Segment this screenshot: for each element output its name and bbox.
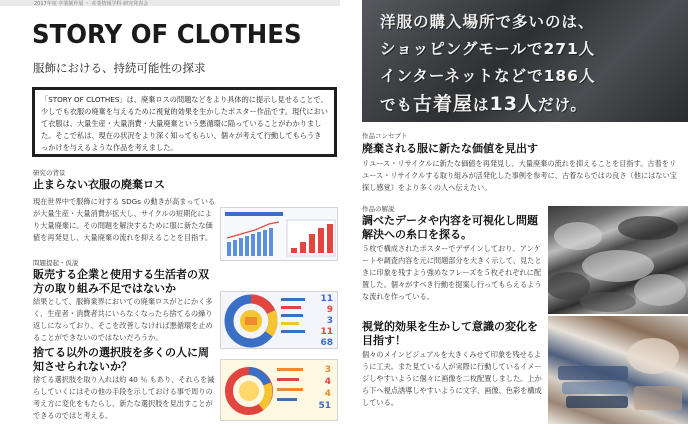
page-subtitle: 服飾における、持続可能性の探求: [33, 61, 206, 75]
pie-chart-thumbnail: [220, 291, 338, 349]
folded-clothes-graphic: [548, 316, 688, 424]
concept-heading: 廃棄される服に新たな価値を見出す: [362, 142, 538, 155]
background-label: 研究の背景: [33, 169, 66, 177]
donut-stats-column: [318, 364, 331, 412]
pie-stat-5: 68: [320, 338, 333, 348]
header-strip-text: 2017年度 卒業制作展 ・ 産業情報学科 研究発表会: [34, 1, 149, 6]
hero-line-4: [380, 89, 587, 116]
hero-line-4-b: 古着屋: [413, 93, 474, 115]
explanation-label: 作品の解説: [362, 205, 395, 213]
pie-stat-2: 9: [326, 305, 333, 315]
concept-text: リユース・リサイクルに新たな価値を再発見し、大量廃棄の流れを抑えることを目指す。古着をリユース・リサイクルする取り組みが活発化した事例を参考に、古着ならではの良さ（他にはない宝探し感覚）をより多くの人へ伝えたい。: [362, 159, 677, 192]
header-strip: [0, 0, 340, 6]
trend-chart-graphic: [221, 208, 338, 261]
donut-stat-1: 3: [324, 365, 331, 375]
other-choice-text: 捨てる選択肢を取り入れは約 40 ％ もあり、それらを減らしていくにはその他の手段を示しておける事で周りの考え方に変化をもたらし、新たな選択肢を見出すことができるのではと考える。: [33, 375, 215, 420]
donut-stat-2: 4: [324, 377, 331, 387]
hero-line-2: ショッピングモールで271人: [380, 40, 596, 58]
donut-chart-thumbnail: [220, 359, 338, 421]
background-text: 現在世界中で服飾に対する SDGs の動きが高まっているが大量生産・大量消費が拡大し、サイクルの短期化により大量廃棄に。その問題を解決するために服に新たな価値を再発見し、大量廃棄の流れを抑えることを目指す。: [33, 197, 216, 242]
hero-line-4-d: 13人: [489, 93, 538, 115]
donut-stat-4: 51: [318, 401, 331, 411]
folded-clothes-photo: [548, 316, 688, 424]
clothes-photo-stack: [548, 206, 688, 424]
hero-line-4-a: でも: [380, 96, 414, 114]
pie-stat-4: 11: [320, 327, 333, 337]
donut-stat-3: 4: [324, 389, 331, 399]
trend-chart-thumbnail: [220, 207, 338, 261]
background-heading: 止まらない衣服の廃棄ロス: [33, 178, 165, 191]
pie-stats-column: [320, 294, 333, 349]
problem-label: 問題提起・仮説: [33, 259, 79, 267]
hero-line-3: インターネットなどで186人: [380, 67, 596, 85]
clothes-pile-graphic: [548, 206, 688, 314]
hero-line-4-c: は: [473, 96, 490, 114]
pie-stat-1: 11: [320, 294, 333, 304]
clothes-pile-photo: [548, 206, 688, 314]
hero-line-1: 洋服の購入場所で多いのは、: [380, 13, 595, 31]
hero-line-4-e: だけ。: [538, 96, 587, 114]
explanation-text: ５枚で構成されたポスターでデザインしており、アンケートや調査内容を元に問題部分を大きく示して、見たときに印象を残すよう強めなフレーズを５枚それぞれに配置した。個々がすべき行動を提案し行ってもらえるような流れを作っている。: [362, 244, 542, 301]
intro-text: 「STORY OF CLOTHES」は、廃棄ロスの問題などをより具体的に提示し見せることで、少しでも衣服の廃棄を与えるために視覚的効果を生かしたポスター作品です。現代において衣服は、大量生産・大量消費・大量廃棄という悪循環に陥っていることがわかりました。そこで私は、現在の状況をより深く知ってもらい、個々が考えて行動してもらうきっかけを与えるような作品を考えました。: [41, 95, 328, 152]
visual-text: 個々のメインビジュアルを大きくみせて印象を残せるように工夫。また見ている人が実際に行動しているイメージしやすいように個々に画像を二枚配置しました。上から下へ視点誘導しやすいように文字、画像、色彩を構成している。: [362, 350, 542, 407]
page-title: STORY OF CLOTHES: [32, 20, 302, 50]
other-choice-heading: 捨てる以外の選択肢を多くの人に周知させられないか？: [33, 346, 209, 373]
hero-banner: [362, 0, 688, 122]
visual-heading: 視覚的効果を生かして意識の変化を目指す！: [362, 320, 538, 347]
pie-stat-3: 3: [326, 316, 333, 326]
concept-label: 作品コンセプト: [362, 132, 408, 140]
explanation-heading: 調べたデータや内容を可視化し問題解決への糸口を探る。: [362, 214, 538, 241]
problem-heading: 販売する企業と使用する生活者の双方の取り組み不足ではないか: [33, 268, 209, 295]
problem-text: 結果として、服飾業界においての廃棄ロスがとにかく多く、生産者・消費者共にいらなくなったら捨てるの繰り返しになっており、そこを改善しなければ悪循環を止めることができないのではないだろうか。: [33, 297, 213, 342]
intro-box: [32, 87, 337, 157]
